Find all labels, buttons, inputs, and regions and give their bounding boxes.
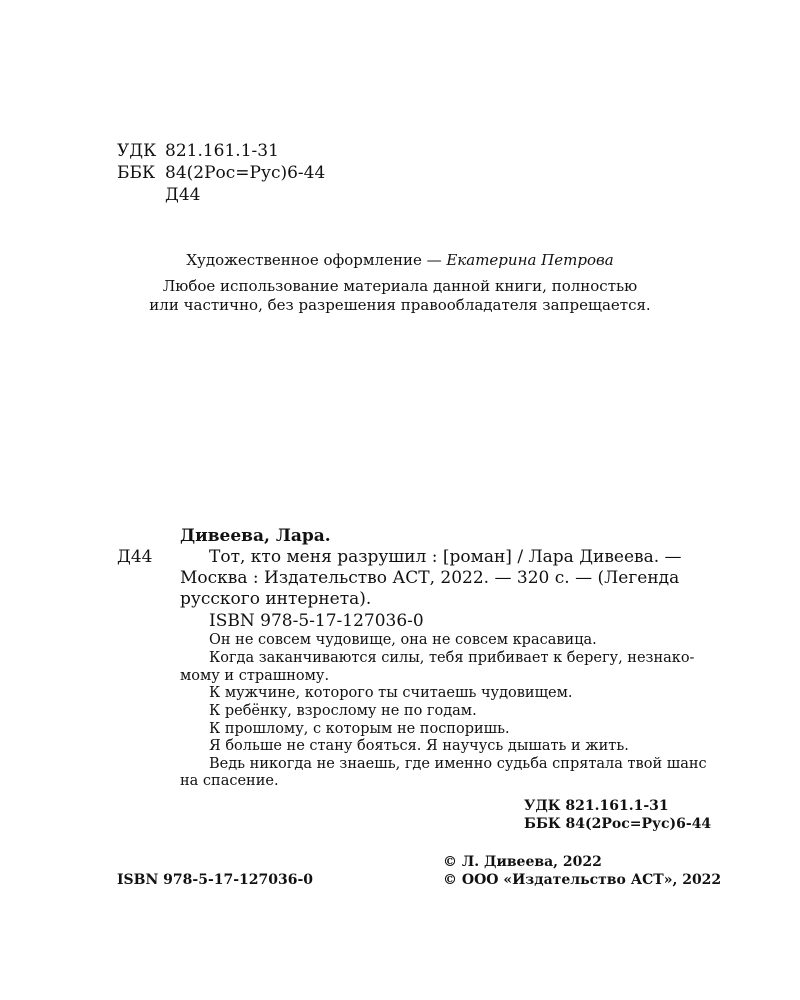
record-author-heading: Дивеева, Лара. [180, 526, 331, 546]
bottom-isbn: ISBN 978-5-17-127036-0 [117, 872, 314, 888]
udk-label: УДК [117, 141, 157, 161]
annotation-line: Когда заканчиваются силы, тебя прибивает к берегу, незнако- [209, 650, 695, 666]
design-credit [0, 250, 800, 270]
record-isbn: ISBN 978-5-17-127036-0 [209, 611, 424, 631]
annotation-line: мому и страшному. [180, 668, 330, 684]
record-mark: Д44 [117, 547, 153, 567]
annotation-line: Ведь никогда не знаешь, где именно судьба спрятала твой шанс [209, 756, 707, 772]
record-line-2: Москва : Издательство АСТ, 2022. — 320 с. — (Легенда [180, 568, 680, 588]
author-mark: Д44 [165, 185, 201, 205]
copyright-author: © Л. Дивеева, 2022 [443, 854, 602, 870]
record-line-1: Тот, кто меня разрушил : [роман] / Лара Дивеева. — [209, 547, 682, 567]
annotation-line: Я больше не стану бояться. Я научусь дышать и жить. [209, 738, 629, 754]
design-prefix: Художественное оформление — [186, 251, 447, 269]
rights-notice-line-1: Любое использование материала данной книги, полностью [162, 277, 638, 295]
annotation-line: Он не совсем чудовище, она не совсем красавица. [209, 632, 597, 648]
rights-notice-line-2: или частично, без разрешения правообладателя запрещается. [149, 296, 651, 314]
record-line-3: русского интернета). [180, 589, 372, 609]
annotation-line: К ребёнку, взрослому не по годам. [209, 703, 477, 719]
udk-value: 821.161.1-31 [165, 141, 279, 161]
designer-name: Екатерина Петрова [446, 251, 614, 269]
annotation-line: К прошлому, с которым не поспоришь. [209, 721, 510, 737]
copyright-publisher: © ООО «Издательство АСТ», 2022 [443, 872, 722, 888]
bbk-value: 84(2Рос=Рус)6-44 [165, 163, 326, 183]
udk-row [117, 140, 279, 162]
bbk-label: ББК [117, 163, 156, 183]
annotation-line: на спасение. [180, 773, 279, 789]
annotation-line: К мужчине, которого ты считаешь чудовищем. [209, 685, 573, 701]
bottom-bbk: ББК 84(2Рос=Рус)6-44 [524, 816, 712, 832]
bottom-udk: УДК 821.161.1-31 [524, 798, 669, 814]
bbk-row [117, 162, 325, 184]
